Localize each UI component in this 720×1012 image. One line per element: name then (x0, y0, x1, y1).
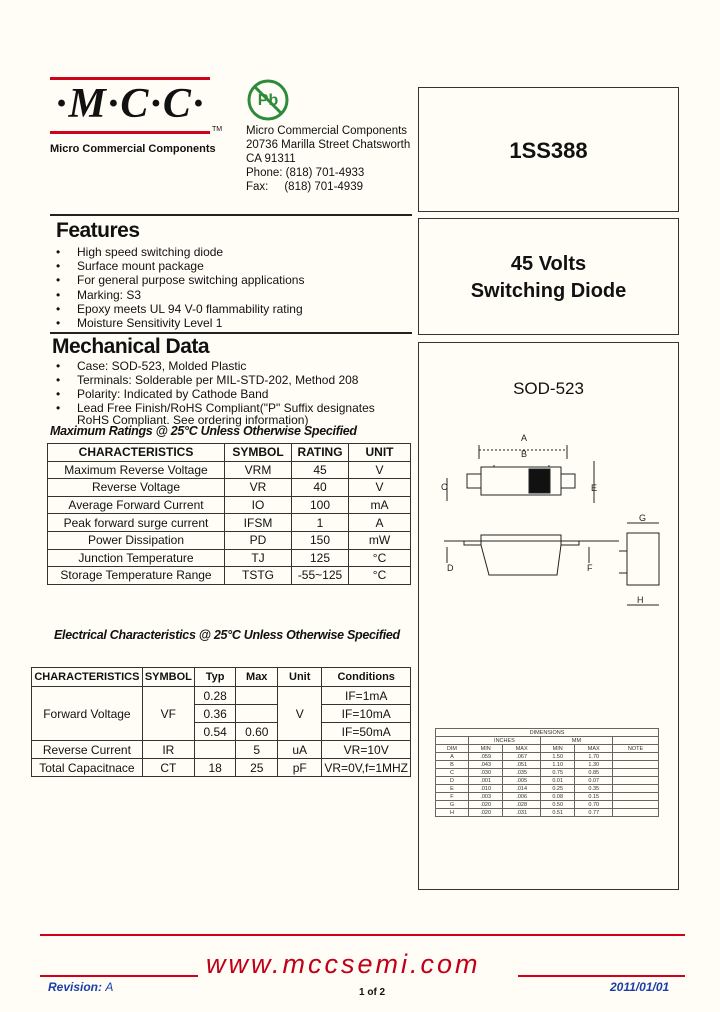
table-header: CHARACTERISTICS (32, 668, 143, 687)
dim-row: F .003 .006 0.08 0.15 (436, 793, 659, 801)
page-number: 1 of 2 (359, 987, 386, 998)
dim-row: H .020 .031 0.51 0.77 (436, 809, 659, 817)
part-number-box (418, 87, 679, 212)
list-item: • Lead Free Finish/RoHS Compliant("P" Suffix designates RoHS Compliant. See ordering information) (52, 402, 397, 426)
footer-top-rule (40, 934, 685, 936)
dim-row: C .030 .035 0.75 0.85 (436, 769, 659, 777)
electrical-table (31, 667, 411, 777)
dim-row: E .010 .014 0.25 0.35 (436, 785, 659, 793)
package-drawing (419, 423, 678, 613)
footer-rule-left (40, 975, 198, 977)
features-rule (50, 214, 412, 216)
table-row: Total Capacitnace CT 18 25 pF VR=0V,f=1MHZ (32, 759, 411, 777)
table-header: Typ (194, 668, 236, 687)
address-line: Fax: (818) 701-4939 (246, 181, 363, 193)
electrical-title: Electrical Characteristics @ 25°C Unless Otherwise Specified (54, 628, 400, 642)
address-line: Phone: (818) 701-4933 (246, 167, 365, 179)
description-box (418, 218, 679, 335)
dim-group-mm: MM (540, 737, 612, 745)
dim-row: G .020 .028 0.50 0.70 (436, 801, 659, 809)
address-line: 20736 Marilla Street Chatsworth (246, 139, 411, 151)
features-list (52, 245, 412, 330)
table-row: Storage Temperature Range TSTG -55~125 °C (48, 567, 411, 585)
mechanical-list (52, 359, 397, 426)
table-header: RATING (292, 444, 349, 462)
dim-group-inches: INCHES (468, 737, 540, 745)
table-header: UNIT (349, 444, 411, 462)
dimensions-title: DIMENSIONS (436, 729, 659, 737)
list-item: • Terminals: Solderable per MIL-STD-202, Method 208 (52, 373, 397, 387)
website-url[interactable]: www.mccsemi.com (206, 949, 481, 979)
table-header: CHARACTERISTICS (48, 444, 225, 462)
pb-free-icon (246, 78, 292, 122)
company-address (246, 124, 410, 194)
dim-header: DIM (436, 745, 469, 753)
dim-header: NOTE (612, 745, 658, 753)
table-row: Average Forward Current IO 100 mA (48, 496, 411, 514)
dimensions-table (435, 728, 659, 817)
mechanical-title: Mechanical Data (52, 335, 210, 358)
pb-label: Pb (257, 92, 279, 109)
table-header: Unit (278, 668, 322, 687)
dim-row: D .001 .005 0.01 0.07 (436, 777, 659, 785)
dim-label-f: F (587, 563, 593, 573)
dim-row: A .059 .067 1.50 1.70 (436, 753, 659, 761)
logo-bottom-rule (50, 131, 210, 134)
package-name: SOD-523 (513, 379, 584, 398)
dim-label-e: E (591, 483, 598, 493)
dim-header: MAX (575, 745, 613, 753)
list-item: • Surface mount package (52, 259, 412, 273)
table-row: Reverse Current IR 5 uA VR=10V (32, 741, 411, 759)
part-number: 1SS388 (509, 138, 588, 163)
dim-label-g: G (639, 513, 647, 523)
address-line: Micro Commercial Components (246, 125, 408, 137)
footer-rule-right (518, 975, 685, 977)
description-line2: Switching Diode (470, 280, 627, 302)
dim-header: MAX (503, 745, 541, 753)
table-header: Max (236, 668, 278, 687)
table-row: Maximum Reverse Voltage VRM 45 V (48, 461, 411, 479)
table-row: Junction Temperature TJ 125 °C (48, 549, 411, 567)
table-header: SYMBOL (225, 444, 292, 462)
list-item: • For general purpose switching applications (52, 273, 412, 287)
table-row: Reverse Voltage VR 40 V (48, 479, 411, 497)
list-item: • High speed switching diode (52, 245, 412, 259)
table-header: SYMBOL (142, 668, 194, 687)
revision-date: 2011/01/01 (610, 980, 670, 994)
list-item: • Case: SOD-523, Molded Plastic (52, 359, 397, 373)
company-name: Micro Commercial Components (50, 143, 216, 155)
dim-label-c: C (441, 482, 448, 492)
list-item: • Moisture Sensitivity Level 1 (52, 316, 412, 330)
revision (48, 980, 113, 994)
table-row: Peak forward surge current IFSM 1 A (48, 514, 411, 532)
dim-row: B .043 .051 1.10 1.30 (436, 761, 659, 769)
revision-label: Revision: (48, 980, 103, 994)
dim-label-b: B (521, 449, 528, 459)
dim-header: MIN (540, 745, 575, 753)
mcc-logo: ·M·C·C· (56, 81, 206, 127)
list-item: • Polarity: Indicated by Cathode Band (52, 387, 397, 401)
list-item: • Marking: S3 (52, 288, 412, 302)
features-title: Features (56, 219, 140, 242)
mechanical-rule (50, 332, 412, 334)
dim-label-a: A (521, 433, 528, 443)
table-row: Forward Voltage VF 0.28 V IF=1mA (32, 687, 411, 705)
dim-label-d: D (447, 563, 454, 573)
table-row: 0.36 IF=10mA (32, 705, 411, 723)
list-item: • Epoxy meets UL 94 V-0 flammability rating (52, 302, 412, 316)
trademark: TM (212, 126, 223, 133)
dim-label-h: H (637, 595, 644, 605)
max-ratings-title: Maximum Ratings @ 25°C Unless Otherwise Specified (50, 424, 357, 438)
dim-header: MIN (468, 745, 503, 753)
address-line: CA 91311 (246, 153, 296, 165)
table-row: 0.54 0.60 IF=50mA (32, 723, 411, 741)
table-header: Conditions (322, 668, 411, 687)
table-row: Power Dissipation PD 150 mW (48, 531, 411, 549)
description-line1: 45 Volts (510, 253, 587, 275)
revision-value: A (105, 980, 114, 994)
package-box (418, 342, 679, 890)
max-ratings-table (47, 443, 411, 585)
